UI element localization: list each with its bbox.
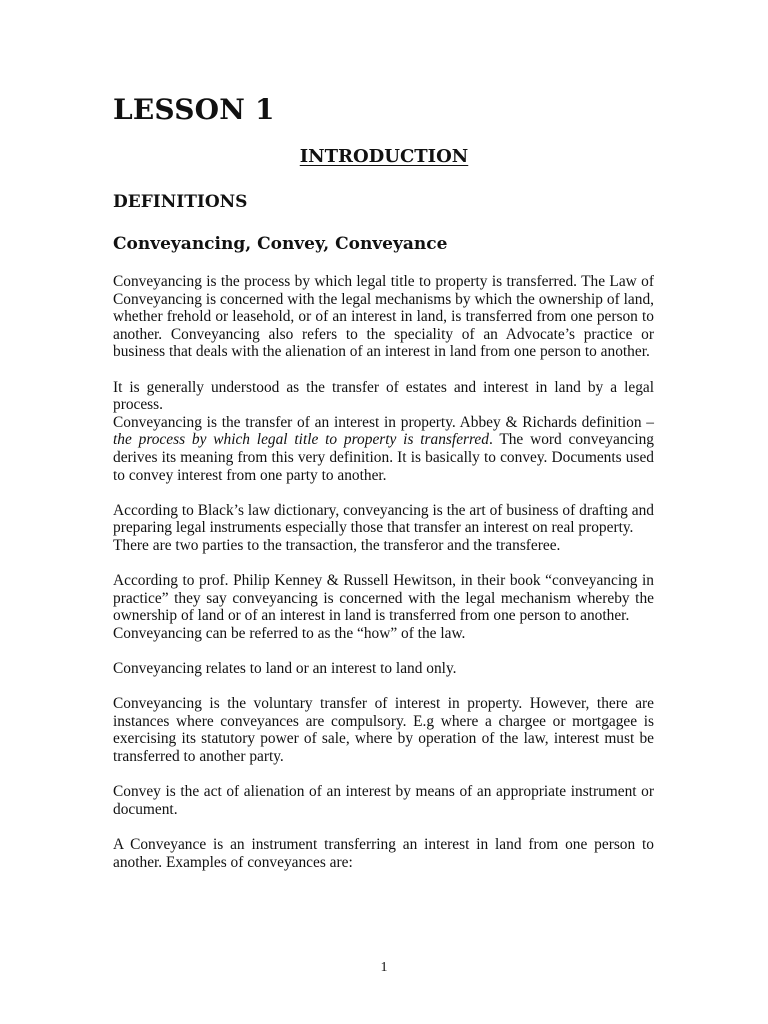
paragraph-11: A Conveyance is an instrument transferring an interest in land from one person to another. Examples of conveyances are: [113, 836, 654, 871]
section-title-text: INTRODUCTION [299, 146, 469, 167]
definitions-heading: DEFINITIONS [113, 192, 248, 212]
paragraph-3-end: . The word conveyancing derives its meaning from this very definition. It is basically to convey. Documents used to convey interest from one party to another. [113, 431, 654, 484]
paragraph-7: Conveyancing can be referred to as the “how” of the law. [113, 624, 466, 642]
page-number: 1 [380, 960, 388, 975]
body-text [113, 273, 654, 871]
paragraph-9: Conveyancing is the voluntary transfer of interest in property. However, there are instances where conveyances are compulsory. E.g where a chargee or mortgagee is exercising its statutory power of sale, where by operation of the law, interest must be transferred to another party. [113, 695, 654, 766]
paragraph-8: Conveyancing relates to land or an interest to land only. [113, 660, 457, 678]
lesson-title: LESSON 1 [113, 93, 275, 126]
paragraph-1: Conveyancing is the process by which legal title to property is transferred. The Law of Conveyancing is concerned with the legal mechanisms by which the ownership of land, whether frehold or leasehold, or of an interest in land, is transferred from one person to another. Conveyancing also refers to the speciality of an Advocate’s practice or business that deals with the alienation of an interest in land from one person to another. [113, 273, 654, 361]
paragraph-6: According to prof. Philip Kenney & Russell Hewitson, in their book “conveyancing in practice” they say conveyancing is concerned with the legal mechanism whereby the ownership of land or of an interest in land is transferred from one person to another. [113, 572, 654, 625]
conveyancing-heading: Conveyancing, Convey, Conveyance [113, 234, 448, 254]
paragraph-4: According to Black’s law dictionary, conveyancing is the art of business of drafting and preparing legal instruments especially those that transfer an interest on real property. [113, 501, 654, 537]
paragraph-5: There are two parties to the transaction, the transferor and the transferee. [113, 536, 561, 554]
paragraph-3-start: Conveyancing is the transfer of an interest in property. Abbey & Richards definition – [113, 413, 654, 431]
paragraph-3 [113, 414, 654, 484]
paragraph-3-italic: the process by which legal title to property is transferred [113, 431, 489, 449]
paragraph-10: Convey is the act of alienation of an interest by means of an appropriate instrument or document. [113, 783, 654, 818]
paragraph-2: It is generally understood as the transfer of estates and interest in land by a legal process. [113, 378, 654, 414]
section-title [0, 143, 768, 171]
